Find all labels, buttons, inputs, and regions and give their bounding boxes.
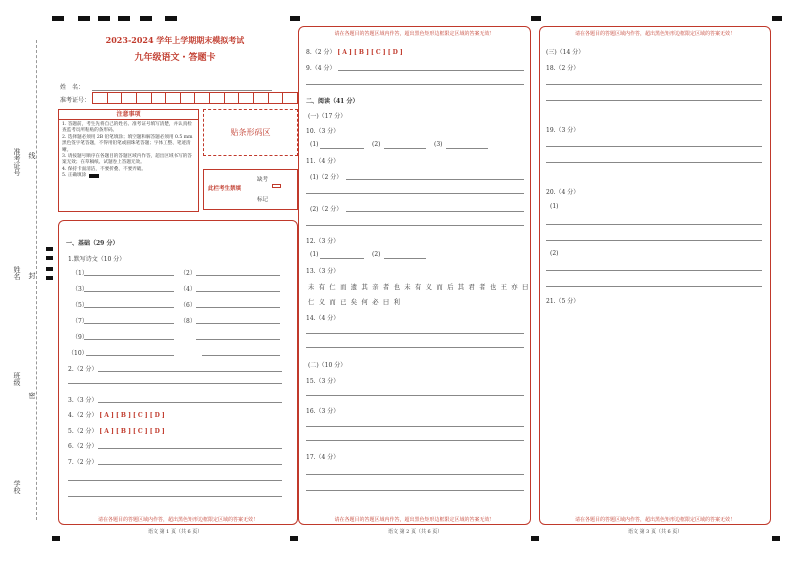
question-14: 14.（4 分） [306,315,340,322]
registration-mark [78,16,90,21]
sub-label: (1)（2 分） [310,174,343,181]
registration-mark [290,16,300,21]
absent-bottom: 标记 [257,197,269,203]
sub-label: (2) [550,250,559,257]
answer-line[interactable] [320,148,364,149]
answer-line[interactable] [346,211,524,212]
registration-mark [46,276,53,280]
sub-label: (2) [372,251,381,258]
absent-top: 缺考 [257,177,269,183]
answer-line[interactable] [306,84,524,85]
sentence-chars-row2: 仁 义 而 已 矣 何 必 曰 利 [308,299,402,306]
question-20: 20.（4 分） [546,189,580,196]
answer-line[interactable] [546,224,762,225]
side-label-seal: 封 [28,272,36,279]
notice-example-label: 5. 正确填涂 [62,173,87,179]
registration-mark [46,267,53,271]
sub-label: (1) [310,251,319,258]
notice-item: 1. 答题前，考生先将自己的姓名、准考证号填写清楚，并认真检查监考员所粘贴的条形码。 [62,122,192,134]
answer-line[interactable] [546,270,762,271]
answer-line[interactable] [84,339,174,340]
question-6: 6.（2 分） [68,443,98,450]
answer-line[interactable] [98,464,282,465]
answer-line[interactable] [68,383,282,384]
name-label: 姓 名： [60,84,85,91]
registration-mark [118,16,130,21]
answer-line[interactable] [546,100,762,101]
ticket-number-boxes[interactable] [92,92,298,104]
notice-item: 2. 选择题必须用 2B 铅笔填涂；填空题和解答题必须用 0.5 mm 黑色签字笔答题，不得用铅笔或圆珠笔答题；字体工整、笔迹清晰。 [62,134,193,153]
side-label-secret: 密 [28,392,36,399]
answer-line[interactable] [306,347,524,348]
reading-part-1: (一)（17 分） [308,113,347,120]
question-15: 15.（3 分） [306,378,340,385]
registration-mark [140,16,152,21]
choice-bubbles[interactable]: [ A ] [ B ] [ C ] [ D ] [99,412,165,419]
question-1: 1.默写诗文（10 分） [68,256,126,263]
registration-mark [98,16,110,21]
boundary-warning: 请在各题目的答题区域内作答，超出黑色矩形边框限定区域的答案无效！ [334,517,495,523]
question-12: 12.（3 分） [306,238,340,245]
answer-line[interactable] [306,333,524,334]
sub-label: (3) [434,141,443,148]
question-16: 16.（3 分） [306,408,340,415]
boundary-warning: 请在各题目的答题区域内作答，超出黑色矩形边框限定区域的答案无效！ [97,517,258,523]
barcode-label: 贴条形码区 [230,128,271,137]
section-reading-heading: 二、阅读（41 分） [306,98,359,105]
registration-mark [52,536,60,541]
absent-label: 此栏考生禁填 [208,186,242,192]
answer-line[interactable] [546,286,762,287]
blank-label: （5） [72,302,88,309]
answer-line[interactable] [196,339,280,340]
question-17: 17.（4 分） [306,454,340,461]
answer-line[interactable] [306,490,524,491]
answer-line[interactable] [98,371,282,372]
absent-checkbox[interactable] [272,184,281,188]
answer-line[interactable] [196,291,280,292]
answer-line[interactable] [320,258,364,259]
answer-line[interactable] [546,162,762,163]
registration-mark [46,247,53,251]
answer-line[interactable] [306,395,524,396]
answer-line[interactable] [86,355,174,356]
filled-example-icon [89,174,99,178]
question-7: 7.（2 分） [68,459,98,466]
reading-part-3: (三)（14 分） [546,49,585,56]
notice-item: 3. 请按题号顺序在各题目的答题区域内作答，超出区域书写的答案无效；在草稿纸、试题卷上答题无效。 [62,154,192,166]
answer-line[interactable] [446,148,488,149]
answer-line[interactable] [384,148,426,149]
blank-label: （4） [180,286,196,293]
answer-line[interactable] [338,70,524,71]
reading-part-2: (二)（10 分） [308,362,347,369]
boundary-warning: 请在各题目的答题区域内作答，超出黑色矩形边框限定区域的答案无效！ [574,31,735,37]
notice-item: 4. 保持卡面清洁，不要折叠、不要弄破。 [62,166,146,172]
side-label-name: 姓名 [13,266,21,280]
question-8: 8.（2 分） [ A ] [ B ] [ C ] [ D ] [306,49,403,56]
page-footer: 语文 第 3 页（共 6 页） [628,529,683,535]
question-13: 13.（3 分） [306,268,340,275]
registration-mark [46,256,53,260]
answer-line[interactable] [306,225,524,226]
blank-label: （2） [180,270,196,277]
sub-label: (1) [550,203,559,210]
answer-line[interactable] [98,448,282,449]
answer-line[interactable] [68,480,282,481]
blank-label: （9） [72,334,88,341]
name-field[interactable] [92,90,272,91]
binding-line [36,40,37,520]
absent-box [203,169,298,210]
choice-bubbles[interactable]: [ A ] [ B ] [ C ] [ D ] [337,49,403,56]
blank-label: （3） [72,286,88,293]
boundary-warning: 请在各题目的答题区域内作答，超出黑色矩形边框限定区域的答案无效！ [574,517,735,523]
question-4: 4.（2 分） [ A ] [ B ] [ C ] [ D ] [68,412,165,419]
question-11: 11.（4 分） [306,158,340,165]
answer-line[interactable] [84,323,174,324]
registration-mark [772,536,780,541]
blank-label: （1） [72,270,88,277]
blank-label: （6） [180,302,196,309]
page-title: 2023-2024 学年上学期期末模拟考试 [105,35,245,45]
side-label-class: 班级 [13,372,21,386]
answer-line[interactable] [84,307,174,308]
blank-label: （10） [68,350,88,357]
sub-label: (2) [372,141,381,148]
answer-line[interactable] [84,291,174,292]
question-9: 9.（4 分） [306,65,336,72]
barcode-area [203,109,298,156]
answer-line[interactable] [346,179,524,180]
answer-line[interactable] [306,474,524,475]
notice-title: 注意事项 [59,110,198,120]
registration-mark [290,536,298,541]
boundary-warning: 请在各题目的答题区域内作答，超出黑色矩形边框限定区域的答案无效！ [334,31,495,37]
blank-label: （8） [180,318,196,325]
question-18: 18.（2 分） [546,65,580,72]
answer-line[interactable] [546,240,762,241]
sentence-chars-row1: 未 有 仁 而 遗 其 亲 者 也 未 有 义 而 后 其 君 者 也 王 亦 曰 [308,284,530,291]
section-basic-heading: 一、基础（29 分） [66,240,119,247]
answer-line[interactable] [384,258,426,259]
answer-line[interactable] [196,275,280,276]
answer-line[interactable] [306,426,524,427]
question-3: 3.（3 分） [68,397,98,404]
registration-mark [52,16,64,21]
ticket-label: 准考证号： [60,97,91,104]
choice-bubbles[interactable]: [ A ] [ B ] [ C ] [ D ] [99,428,165,435]
question-21: 21.（5 分） [546,298,580,305]
answer-line[interactable] [196,323,280,324]
registration-mark [531,16,541,21]
sub-label: (1) [310,141,319,148]
answer-line[interactable] [68,496,282,497]
question-10: 10.（3 分） [306,128,340,135]
sub-label: (2)（2 分） [310,206,343,213]
blank-label: （7） [72,318,88,325]
registration-mark [165,16,177,21]
side-label-ticket: 准考证号 [13,148,21,176]
page-footer: 语文 第 1 页（共 6 页） [148,529,203,535]
question-19: 19.（3 分） [546,127,580,134]
answer-line[interactable] [84,275,174,276]
notice-box [58,109,199,212]
answer-line[interactable] [306,440,524,441]
answer-line[interactable] [306,193,524,194]
answer-line[interactable] [98,402,282,403]
question-5: 5.（2 分） [ A ] [ B ] [ C ] [ D ] [68,428,165,435]
registration-mark [772,16,782,21]
question-2: 2.（2 分） [68,366,98,373]
registration-mark [531,536,539,541]
answer-line[interactable] [546,84,762,85]
answer-line[interactable] [202,355,280,356]
side-label-line: 线 [28,152,36,159]
answer-line[interactable] [546,146,762,147]
page-footer: 语文 第 2 页（共 6 页） [388,529,443,535]
page-subtitle: 九年级语文・答题卡 [134,53,216,63]
side-label-school: 学校 [13,480,21,494]
answer-line[interactable] [196,307,280,308]
